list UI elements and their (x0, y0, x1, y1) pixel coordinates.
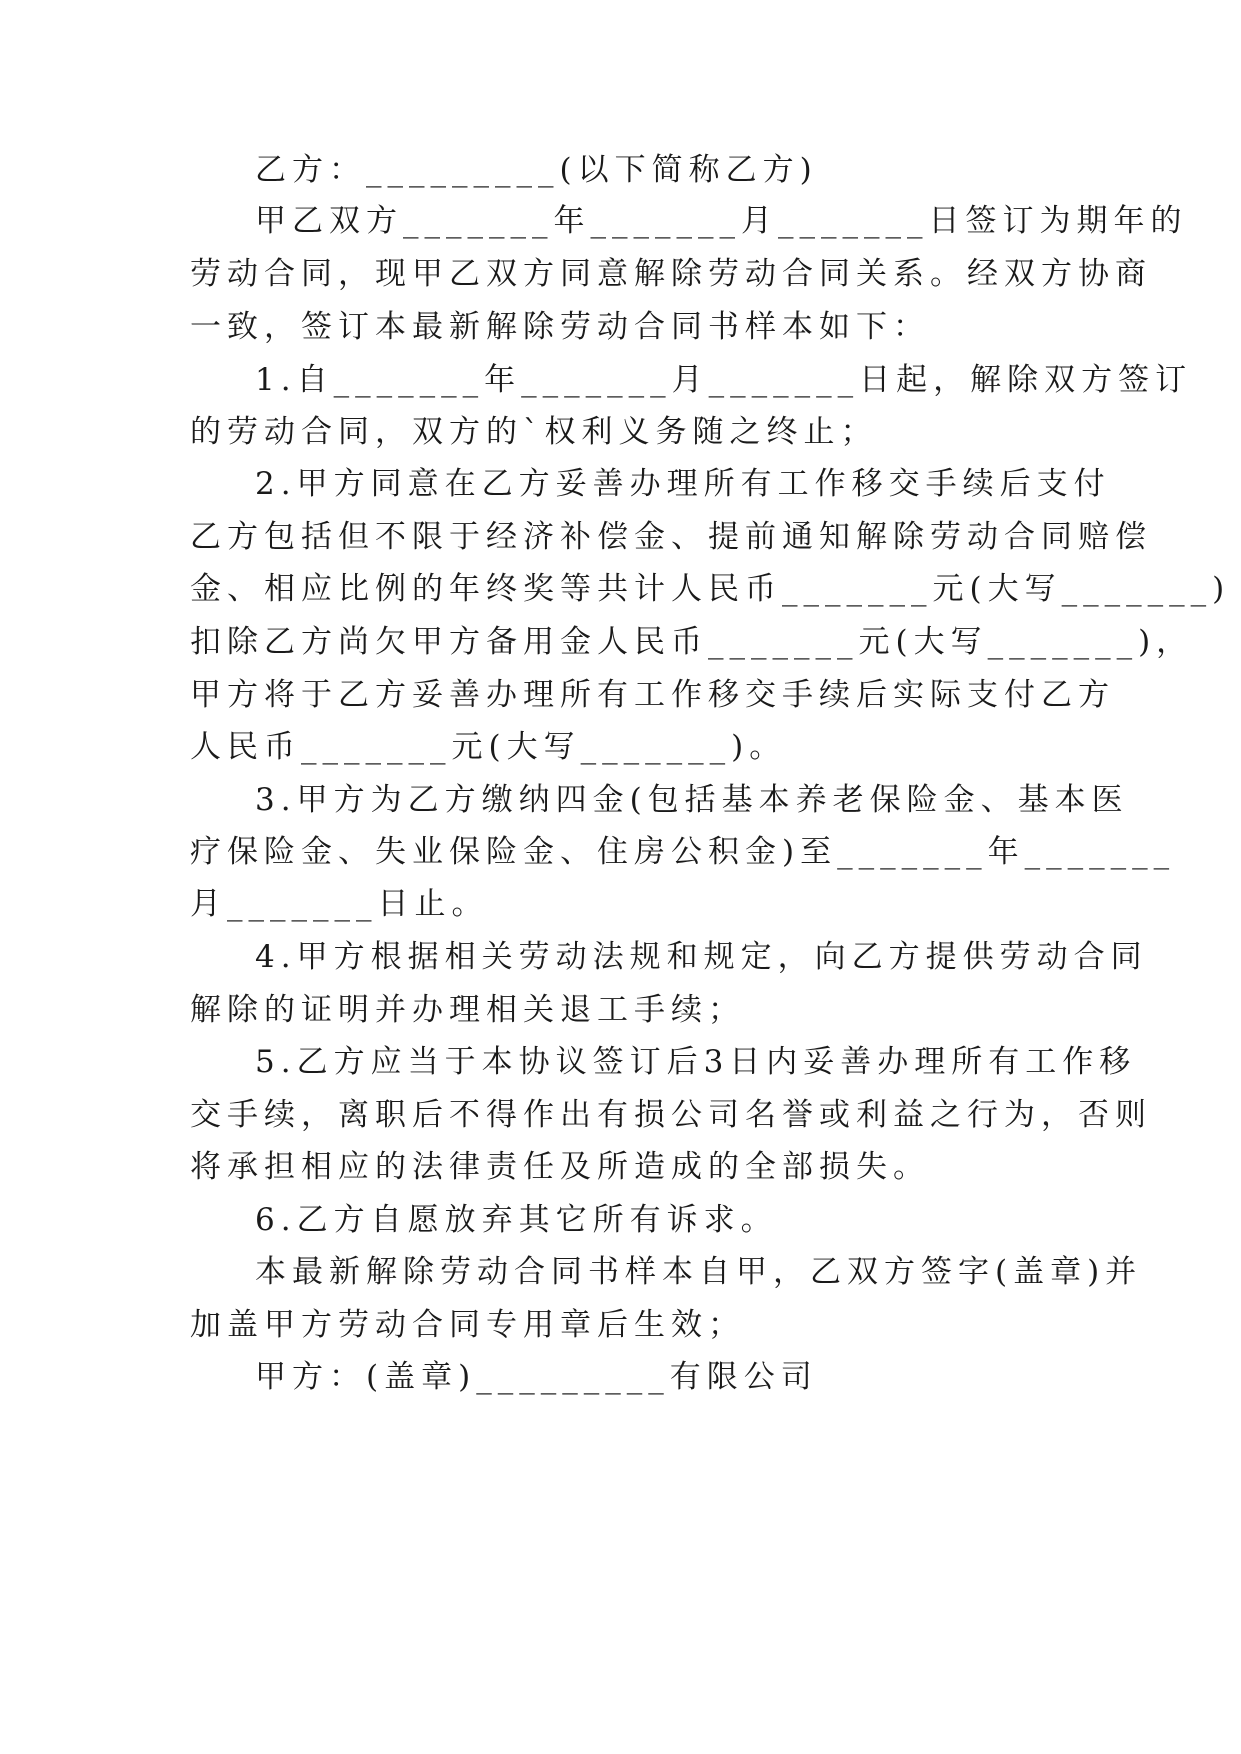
clause-6-line: 6.乙方自愿放弃其它所有诉求。 (255, 1202, 778, 1238)
clause-4-line-2: 解除的证明并办理相关退工手续； (190, 992, 745, 1028)
clause-2-line-6: 人民币_______元(大写_______)。 (190, 729, 787, 765)
clause-2-line-4: 扣除乙方尚欠甲方备用金人民币_______元(大写_______)， (190, 624, 1194, 660)
effect-paragraph-line-2: 加盖甲方劳动合同专用章后生效； (190, 1307, 745, 1343)
clause-1-line-1: 1.自_______年_______月_______日起，解除双方签订 (255, 362, 1193, 398)
clause-2-line-1: 2.甲方同意在乙方妥善办理所有工作移交手续后支付 (255, 466, 1111, 502)
clause-3-line-1: 3.甲方为乙方缴纳四金(包括基本养老保险金、基本医 (255, 782, 1129, 818)
clause-5-line-3: 将承担相应的法律责任及所造成的全部损失。 (190, 1149, 930, 1185)
clause-1-line-2: 的劳动合同，双方的`权利义务随之终止； (190, 414, 878, 450)
clause-2-line-5: 甲方将于乙方妥善办理所有工作移交手续后实际支付乙方 (190, 677, 1115, 713)
party-a-signature-line: 甲方：(盖章)_________有限公司 (255, 1359, 818, 1395)
clause-4-line-1: 4.甲方根据相关劳动法规和规定，向乙方提供劳动合同 (255, 939, 1148, 975)
intro-paragraph-line-2: 劳动合同，现甲乙双方同意解除劳动合同关系。经双方协商 (190, 256, 1152, 292)
intro-paragraph-line-3: 一致，签订本最新解除劳动合同书样本如下： (190, 309, 930, 345)
clause-5-line-1: 5.乙方应当于本协议签订后3日内妥善办理所有工作移 (255, 1044, 1137, 1080)
clause-3-line-2: 疗保险金、失业保险金、住房公积金)至_______年_______ (190, 834, 1176, 870)
clause-2-line-2: 乙方包括但不限于经济补偿金、提前通知解除劳动合同赔偿 (190, 519, 1152, 555)
clause-5-line-2: 交手续，离职后不得作出有损公司名誉或利益之行为，否则 (190, 1097, 1152, 1133)
effect-paragraph-line-1: 本最新解除劳动合同书样本自甲，乙双方签字(盖章)并 (255, 1254, 1143, 1290)
clause-3-line-3: 月_______日止。 (190, 886, 489, 922)
clause-2-line-3: 金、相应比例的年终奖等共计人民币_______元(大写_______) (190, 571, 1231, 607)
party-b-line: 乙方：_________(以下简称乙方) (255, 152, 818, 188)
intro-paragraph-line-1: 甲乙双方_______年_______月_______日签订为期年的 (255, 203, 1188, 239)
